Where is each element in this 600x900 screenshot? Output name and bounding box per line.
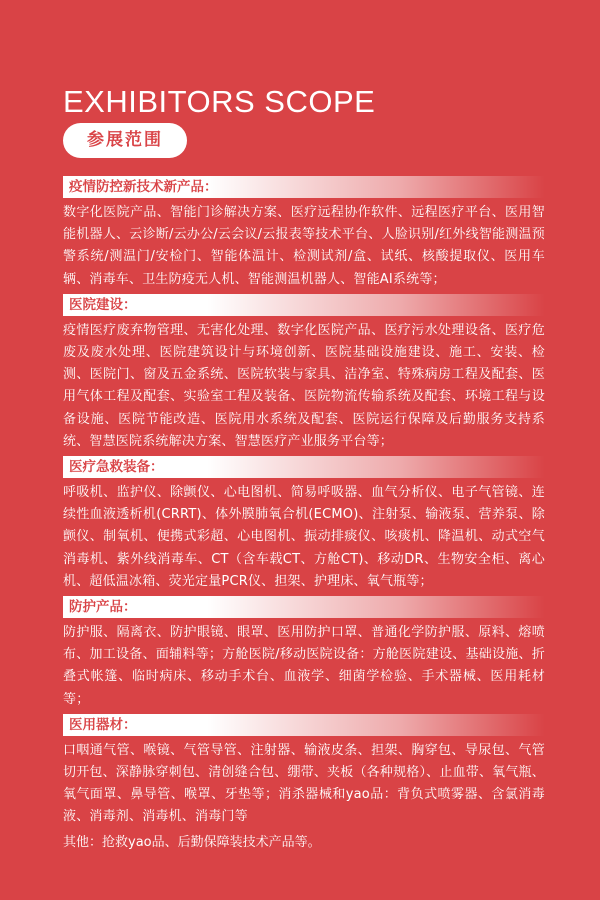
- section-heading: 医用器材：: [63, 714, 545, 736]
- section-medical-devices: [63, 714, 545, 829]
- section-body: 防护服、隔离衣、防护眼镜、眼罩、医用防护口罩、普通化学防护服、原料、熔喷布、加工设备、面辅料等；方舱医院/移动医院设备：方舱医院建设、基础设施、折叠式帐篷、临时病床、移动手术台、血液学、细菌学检验、手术器械、医用耗材等；: [63, 625, 545, 707]
- section-epidemic-products: [63, 176, 545, 291]
- page-title: EXHIBITORS SCOPE: [63, 84, 376, 119]
- other-note: 其他：抢救yao品、后勤保障装技术产品等。: [63, 834, 321, 850]
- section-heading: 医疗急救装备：: [63, 456, 545, 478]
- section-heading: 医院建设：: [63, 294, 545, 316]
- section-heading: 防护产品：: [63, 596, 545, 618]
- section-emergency-equipment: [63, 456, 545, 593]
- section-protective-products: [63, 596, 545, 711]
- section-heading: 疫情防控新技术新产品：: [63, 176, 545, 198]
- section-badge: 参展范围: [63, 123, 187, 158]
- section-hospital-construction: [63, 294, 545, 453]
- section-body: 口咽通气管、喉镜、气管导管、注射器、输液皮条、担架、胸穿包、导尿包、气管切开包、深静脉穿刺包、清创缝合包、绷带、夹板（各种规格）、止血带、氧气瓶、氧气面罩、鼻导管、喉罩、牙垫等；消杀器械和yao品：背负式喷雾器、含氯消毒液、消毒剂、消毒机、消毒门等: [63, 742, 545, 825]
- section-body: 数字化医院产品、智能门诊解决方案、医疗远程协作软件、远程医疗平台、医用智能机器人、云诊断/云办公/云会议/云报表等技术平台、人脸识别/红外线智能测温预警系统/测温门/安检门、智能体温计、检测试剂/盒、试纸、核酸提取仪、医用车辆、消毒车、卫生防疫无人机、智能测温机器人、智能AI系统等；: [63, 205, 545, 287]
- section-body: 疫情医疗废弃物管理、无害化处理、数字化医院产品、医疗污水处理设备、医疗危废及废水处理、医院建筑设计与环境创新、医院基础设施建设、施工、安装、检测、医院门、窗及五金系统、医院软装与家具、洁净室、特殊病房工程及配套、医用气体工程及配套、实验室工程及装备、医院物流传输系统及配套、环境工程与设备设施、医院节能改造、医院用水系统及配套、医院运行保障及后勤服务支持系统、智慧医院系统解决方案、智慧医疗产业服务平台等；: [63, 322, 545, 449]
- content: [63, 176, 545, 854]
- section-body: 呼吸机、监护仪、除颤仪、心电图机、简易呼吸器、血气分析仪、电子气管镜、连续性血液透析机(CRRT)、体外膜肺氧合机(ECMO)、注射泵、输液泵、营养泵、除颤仪、制氧机、便携式彩超、心电图机、振动排痰仪、咳痰机、降温机、动式空气消毒机、紫外线消毒车、CT（含车载CT、方舱CT)、移动DR、生物安全柜、离心机、超低温冰箱、荧光定量PCR仪、担架、护理床、氧气瓶等；: [63, 485, 545, 589]
